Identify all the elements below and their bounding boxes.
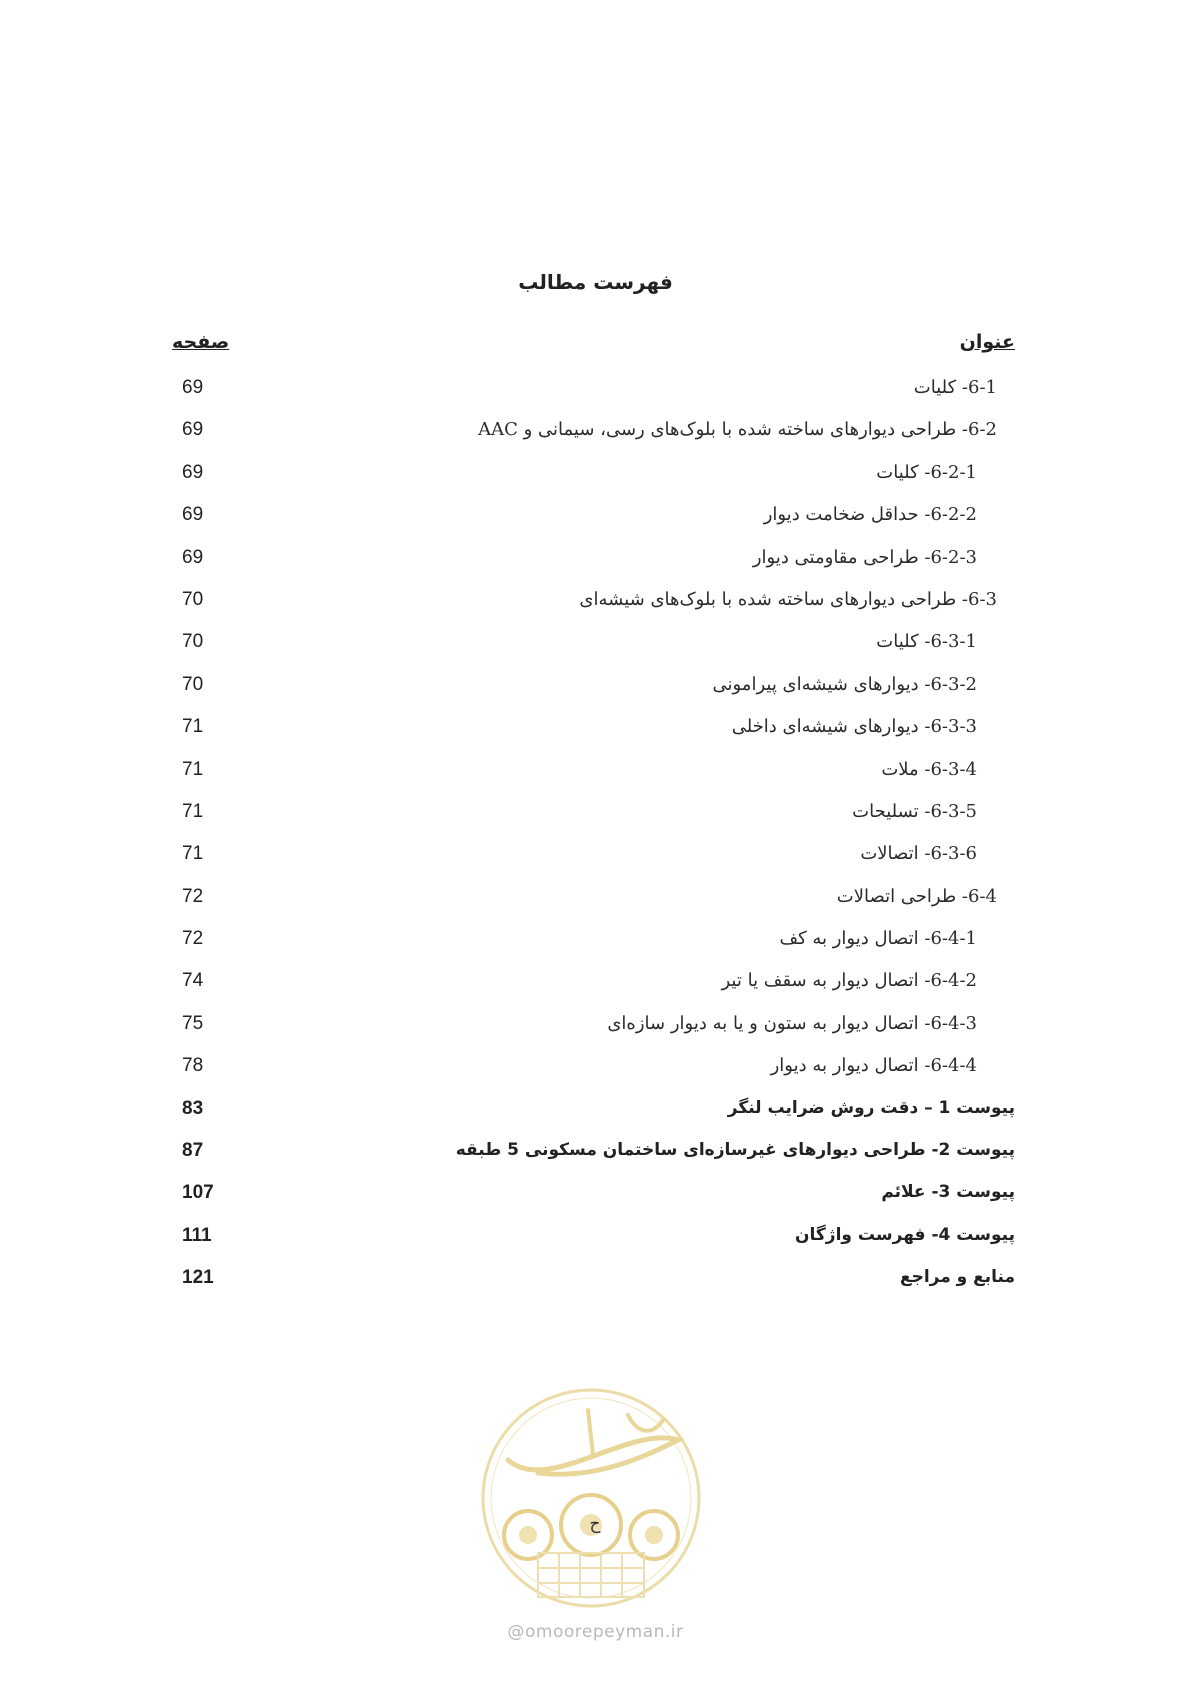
toc-entry-page: 78 xyxy=(182,1055,204,1077)
toc-entry-title: 6-4-2- اتصال دیوار به سقف یا تیر xyxy=(721,970,977,992)
toc-entry-title: 6-3-2- دیوارهای شیشه‌ای پیرامونی xyxy=(712,673,977,695)
toc-entry-page: 72 xyxy=(182,885,204,907)
toc-entry-title: پیوست 2- طراحی دیوارهای غیرسازه‌ای ساختمان مسکونی 5 طبقه xyxy=(455,1140,1015,1161)
toc-entry-title: 6-3-6- اتصالات xyxy=(860,843,977,865)
toc-row xyxy=(172,1134,1015,1176)
toc-entry-title: 6-3-1- کلیات xyxy=(876,631,977,653)
site-url: @omoorepeyman.ir xyxy=(507,1622,684,1642)
toc-row xyxy=(172,583,1015,625)
toc-row xyxy=(172,413,1015,455)
toc-row xyxy=(172,1007,1015,1049)
toc-entry-title: 6-4-4- اتصال دیوار به دیوار xyxy=(770,1055,977,1077)
toc-row xyxy=(172,795,1015,837)
toc-entry-title: 6-3-5- تسلیحات xyxy=(852,800,977,822)
toc-entry-page: 70 xyxy=(182,673,204,695)
toc-row xyxy=(172,922,1015,964)
toc-entry-title: 6-4- طراحی اتصالات xyxy=(836,885,997,907)
toc-row xyxy=(172,1092,1015,1134)
toc-row xyxy=(172,456,1015,498)
toc-row xyxy=(172,710,1015,752)
toc-row xyxy=(172,1219,1015,1261)
toc-row xyxy=(172,371,1015,413)
toc-entry-page: 69 xyxy=(182,461,204,483)
toc-entry-page: 69 xyxy=(182,504,204,526)
toc-row xyxy=(172,541,1015,583)
toc-row xyxy=(172,625,1015,667)
toc-header-row xyxy=(172,331,1015,363)
toc-entry-title: 6-3-4- ملات xyxy=(881,758,977,780)
page-title: فهرست مطالب xyxy=(518,270,673,294)
table-of-contents xyxy=(172,371,1015,1304)
toc-entry-page: 70 xyxy=(182,588,204,610)
toc-entry-title: پیوست 3- علائم xyxy=(881,1182,1015,1203)
toc-entry-title: 6-2- طراحی دیوارهای ساخته شده با بلوک‌های رسی، سیمانی و AAC xyxy=(478,419,997,441)
toc-entry-page: 75 xyxy=(182,1012,204,1034)
toc-entry-title: 6-3- طراحی دیوارهای ساخته شده با بلوک‌های شیشه‌ای xyxy=(579,588,997,610)
toc-entry-title: 6-4-3- اتصال دیوار به ستون و یا به دیوار سازه‌ای xyxy=(607,1012,977,1034)
toc-row xyxy=(172,837,1015,879)
toc-entry-page: 71 xyxy=(182,758,204,780)
toc-entry-page: 74 xyxy=(182,970,204,992)
toc-entry-title: 6-2-2- حداقل ضخامت دیوار xyxy=(763,504,977,526)
toc-row xyxy=(172,498,1015,540)
toc-entry-page: 107 xyxy=(182,1182,214,1204)
toc-entry-page: 71 xyxy=(182,800,204,822)
toc-row xyxy=(172,880,1015,922)
toc-entry-title: 6-4-1- اتصال دیوار به کف xyxy=(779,928,977,950)
toc-entry-page: 71 xyxy=(182,716,204,738)
toc-row xyxy=(172,1176,1015,1218)
toc-row xyxy=(172,668,1015,710)
toc-entry-title: 6-1- کلیات xyxy=(913,377,997,398)
toc-entry-page: 83 xyxy=(182,1097,204,1119)
toc-entry-title: پیوست 1 – دقت روش ضرایب لنگر xyxy=(727,1097,1015,1118)
toc-entry-page: 72 xyxy=(182,928,204,950)
toc-row xyxy=(172,753,1015,795)
toc-entry-title: 6-2-1- کلیات xyxy=(876,461,977,483)
toc-entry-title: منابع و مراجع xyxy=(899,1267,1015,1288)
toc-row xyxy=(172,1049,1015,1091)
toc-entry-page: 70 xyxy=(182,631,204,653)
toc-header-title: عنوان xyxy=(959,331,1015,353)
page-marker: ح xyxy=(589,1514,601,1534)
toc-row xyxy=(172,964,1015,1006)
toc-header-page: صفحه xyxy=(172,331,230,353)
toc-entry-page: 121 xyxy=(182,1267,214,1289)
toc-entry-page: 69 xyxy=(182,377,204,398)
toc-entry-title: 6-3-3- دیوارهای شیشه‌ای داخلی xyxy=(731,716,977,738)
watermark-logo xyxy=(478,1385,704,1611)
toc-entry-title: 6-2-3- طراحی مقاومتی دیوار xyxy=(752,546,977,568)
toc-row xyxy=(172,1261,1015,1303)
toc-entry-page: 87 xyxy=(182,1140,204,1162)
toc-entry-page: 111 xyxy=(182,1224,212,1246)
toc-entry-title: پیوست 4- فهرست واژگان xyxy=(795,1224,1015,1245)
toc-entry-page: 69 xyxy=(182,546,204,568)
toc-entry-page: 69 xyxy=(182,419,204,441)
toc-entry-page: 71 xyxy=(182,843,204,865)
